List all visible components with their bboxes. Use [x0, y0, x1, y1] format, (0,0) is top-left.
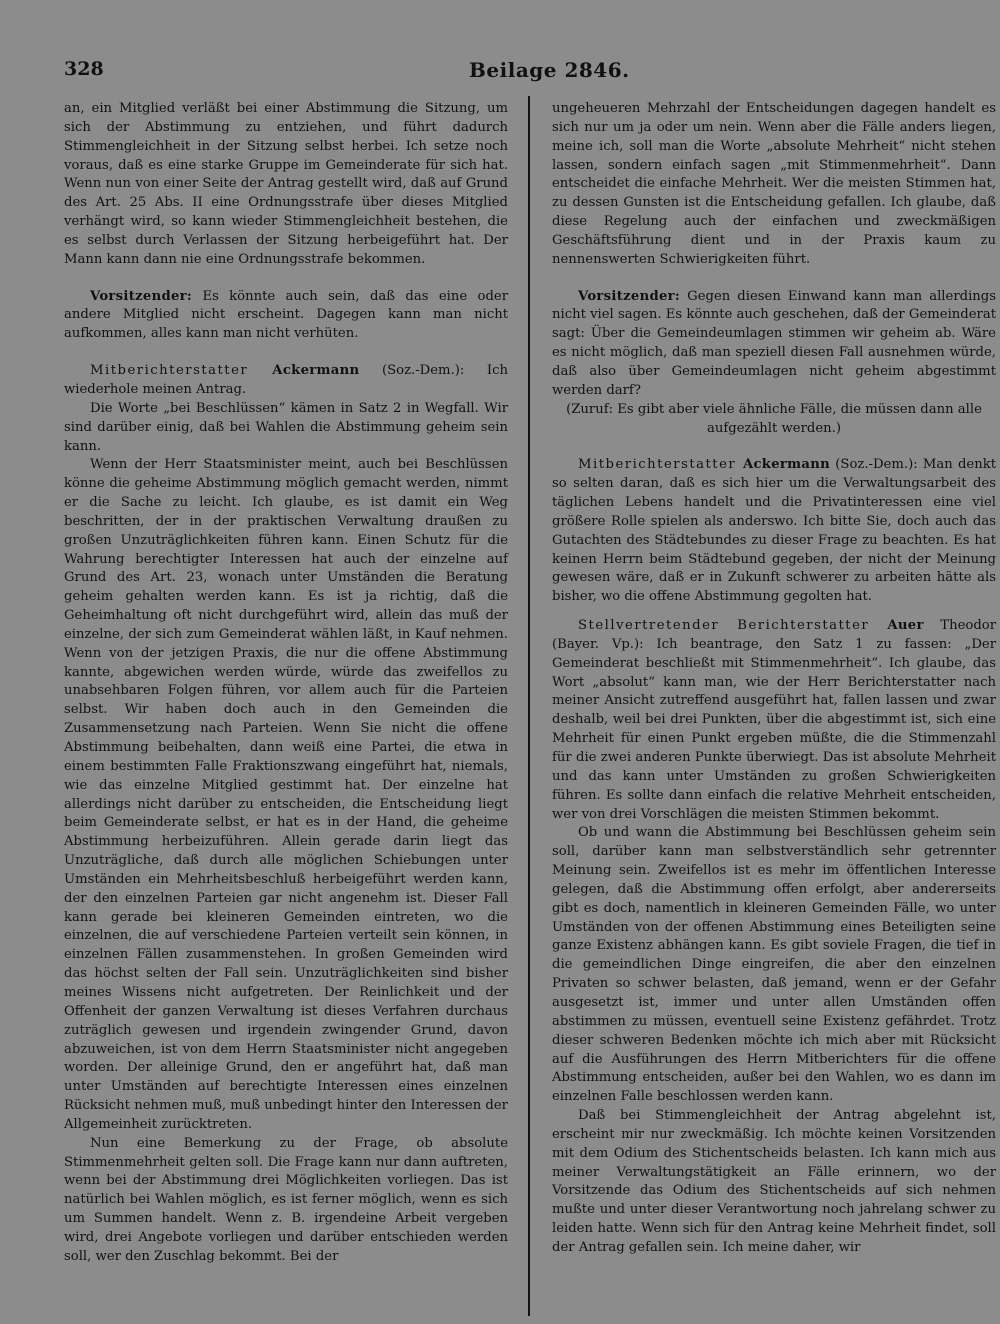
- speaker-label: Auer: [887, 618, 924, 634]
- paragraph: an, ein Mitglied verläßt bei einer Abstimmung die Sitzung, um sich der Abstimmung zu entziehen, und führt dadurch Stimmengleichheit in der Sitzung selbst herbei. Ich setze noch voraus, daß es eine starke Gruppe im Gemeinderate für sich hat. Wenn nun von einer Seite der Antrag gestellt wird, daß auf Grund des Art. 25 Abs. II eine Ordnungsstrafe über dieses Mitglied verhängt wird, so kann wieder Stimmengleichheit bestehen, die es selbst durch Verlassen der Sitzung herbeigeführt hat. Der Mann kann dann nie eine Ordnungsstrafe bekommen.: [64, 101, 508, 267]
- speaker-role: Stellvertretender Berichterstatter: [578, 618, 888, 634]
- left-column: [64, 100, 508, 1267]
- speaker-role: Mitberichterstatter: [90, 363, 273, 379]
- paragraph: Wenn der Herr Staatsminister meint, auch bei Beschlüssen könne die geheime Abstimmung möglich gemacht werden, nimmt er die Sache zu leicht. Ich glaube, es ist damit ein Weg beschritten, der in der praktischen Verwaltung draußen zu großen Unzuträglichkeiten führen kann. Einen Schutz für die Wahrung berechtigter Interessen hat auch der einzelne auf Grund des Art. 23, wonach unter Umständen die Beratung geheim gehalten werden kann. Es ist ja richtig, daß die Geheimhaltung oft nicht durchgeführt wird, allein das muß der einzelne, der sich zum Gemeinderat wählen läßt, in Kauf nehmen. Wenn von der jetzigen Praxis, die nur die offene Abstimmung kannte, abgewichen werden würde, würde das zweifellos zu unabsehbaren Folgen führen, vor allem auch für die Parteien selbst. Wir haben doch auch in den Gemeinden die Zusammensetzung nach Parteien. Wenn Sie nicht die offene Abstimmung beibehalten, dann weiß eine Partei, die etwa in einem bestimmten Falle Fraktionszwang eingeführt hat, niemals, wie das einzelne Mitglied gestimmt hat. Der einzelne hat allerdings nicht darüber zu entscheiden, die Entscheidung liegt beim Gemeinderate selbst, er hat es in der Hand, die geheime Abstimmung herbeizuführen. Allein gerade darin liegt das Unzuträgliche, daß durch alle möglichen Schiebungen unter Umständen ein Mehrheitsbeschluß herbeigeführt werden kann, der den einzelnen Parteien gar nicht angenehm ist. Dieser Fall kann gerade bei kleineren Gemeinden eintreten, wo die einzelnen, die auf verschiedene Parteien verteilt sein können, in einzelnen Fällen zusammenstehen. In großen Gemeinden wird das höchst selten der Fall sein. Unzuträglichkeiten sind bisher meines Wissens nicht aufgetreten. Der Reinlichkeit und der Offenheit der ganzen Verwaltung ist dieses Verfahren durchaus zuträglich gewesen und irgendein zwingender Grund, davon abzuweichen, ist von dem Herrn Staatsminister nicht angegeben worden. Der alleinige Grund, den er angeführt hat, daß man unter Umständen auf berechtigte Interessen eines einzelnen Rücksicht nehmen muß, muß unbedingt hinter den Interessen der Allgemeinheit zurücktreten.: [64, 457, 508, 1132]
- speaker-label: Ackermann: [742, 457, 831, 473]
- paragraph: Nun eine Bemerkung zu der Frage, ob absolute Stimmenmehrheit gelten soll. Die Frage kann nur dann auftreten, wenn bei der Abstimmung drei Möglichkeiten vorliegen. Das ist natürlich bei Wahlen möglich, es ist ferner möglich, wenn es sich um Summen handelt. Wenn z. B. irgendeine Arbeit vergeben wird, drei Angebote vorliegen und darüber entschieden werden soll, wer den Zuschlag bekommt. Bei der: [64, 1135, 508, 1264]
- paragraph: Ob und wann die Abstimmung bei Beschlüssen geheim sein soll, darüber kann man selbstverständlich sehr getrennter Meinung sein. Zweifellos ist es mehr im öffentlichen Interesse gelegen, daß die Abstimmung offen erfolgt, aber andererseits gibt es doch, namentlich in kleineren Gemeinden Fälle, wo unter Umständen von der offenen Abstimmung eines Beteiligten seine ganze Existenz abhängen kann. Es gibt soviele Fragen, die tief in die gemeindlichen Dinge eingreifen, die aber den einzelnen Privaten so schwer belasten, daß jemand, wenn er der Gefahr ausgesetzt ist, immer und unter allen Umständen offen abstimmen zu müssen, eventuell seine Existenz gefährdet. Trotz dieser schweren Bedenken möchte ich mich aber mit Rücksicht auf die Ausführungen des Herrn Mitberichters für die offene Abstimmung entscheiden, außer bei den Wahlen, wo es dann im einzelnen Falle beschlossen werden kann.: [552, 825, 996, 1105]
- speech-text: (Soz.-Dem.): Man denkt so selten daran, daß es sich hier um die Verwaltungsarbeit des täglichen Lebens handelt und die Privatinteressen eine viel größere Rolle spielen als anderswo. Ich bitte Sie, doch auch das Gutachten des Städtebundes zu dieser Frage zu beachten. Es hat keinen Herrn beim Städtebund gegeben, der nicht der Meinung gewesen wäre, daß er in Zukunft schwerer zu arbeiten hätte als bisher, wo die offene Abstimmung gegolten hat.: [552, 457, 996, 605]
- speaker-role: Mitberichterstatter: [578, 457, 743, 473]
- interjection: (Zuruf: Es gibt aber viele ähnliche Fälle, die müssen dann alle aufgezählt werden.): [566, 401, 982, 436]
- speech-paragraph: [64, 362, 508, 400]
- right-column: [552, 100, 996, 1258]
- speech-text: Theodor (Bayer. Vp.): Ich beantrage, den Satz 1 zu fassen: „Der Gemeinderat beschließt mit Stimmenmehrheit“. Ich glaube, das Wort „absolut“ kann man, wie der Herr Berichterstatter nach meiner Ansicht zutreffend ausgeführt hat, fallen lassen und zwar deshalb, weil bei drei Punkten, über die abgestimmt ist, sich eine Mehrheit für einen Punkt ergeben müßte, die die Stimmenzahl für die zwei anderen Punkte überwiegt. Das ist absolute Mehrheit und das kann unter Umständen zu großen Schwierigkeiten führen. Es sollte dann einfach die relative Mehrheit entscheiden, wer von drei Vorschlägen die meisten Stimmen bekommt.: [552, 618, 996, 822]
- speech-text: Es könnte auch sein, daß das eine oder andere Mitglied nicht erscheint. Dagegen kann man nicht aufkommen, alles kann man nicht verhüten.: [64, 288, 508, 342]
- speech-paragraph: [552, 617, 996, 824]
- column-divider: [528, 96, 530, 1316]
- page-title: Beilage 2846.: [469, 58, 630, 82]
- speech-paragraph: [552, 456, 996, 607]
- speech-text: (Soz.-Dem.): Ich wiederhole meinen Antrag.: [64, 363, 508, 397]
- speaker-label: Ackermann: [272, 363, 360, 379]
- paragraph: Die Worte „bei Beschlüssen“ kämen in Satz 2 in Wegfall. Wir sind darüber einig, daß bei Wahlen die Abstimmung geheim sein kann.: [64, 400, 508, 454]
- speaker-label: Vorsitzender:: [578, 288, 681, 304]
- paragraph: Daß bei Stimmengleichheit der Antrag abgelehnt ist, erscheint mir nur zweckmäßig. Ich möchte keinen Vorsitzenden mit dem Odium des Stichentscheids belasten. Ich kann mich aus meiner Verwaltungstätigkeit an Fälle erinnern, wo der Vorsitzende das Odium des Stichentscheids auf sich nehmen mußte und unter dieser Verantwortung noch jahrelang schwer zu leiden hatte. Wenn sich für den Antrag keine Mehrheit findet, soll der Antrag gefallen sein. Ich meine daher, wir: [552, 1108, 996, 1255]
- paragraph: ungeheueren Mehrzahl der Entscheidungen dagegen handelt es sich nur um ja oder um nein. Wenn aber die Fälle anders liegen, meine ich, soll man die Worte „absolute Mehrheit“ nicht stehen lassen, sondern einfach sagen „mit Stimmenmehrheit“. Dann entscheidet die einfache Mehrheit. Wer die meisten Stimmen hat, zu dessen Gunsten ist die Entscheidung gefallen. Ich glaube, daß diese Regelung auch der einfachen und zweckmäßigen Geschäftsführung dient und in der Praxis kaum zu nennenswerten Schwierigkeiten führt.: [552, 101, 996, 267]
- speaker-label: Vorsitzender:: [90, 288, 193, 304]
- speech-paragraph: [552, 288, 996, 401]
- speech-paragraph: [64, 288, 508, 345]
- speech-text: Gegen diesen Einwand kann man allerdings nicht viel sagen. Es könnte auch geschehen, daß der Gemeinderat sagt: Über die Gemeindeumlagen stimmen wir geheim ab. Wäre es nicht möglich, daß man speziell diesen Fall ausnehmen würde, daß also über Gemeindeumlagen nicht geheim abgestimmt werden darf?: [552, 288, 996, 398]
- page-header: [64, 58, 944, 88]
- page-number: 328: [64, 58, 104, 80]
